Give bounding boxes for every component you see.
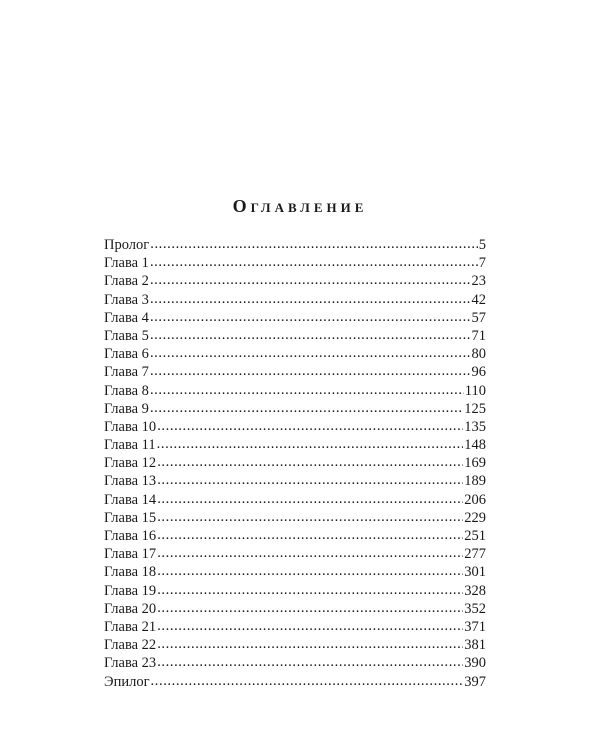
dot-leader xyxy=(157,599,463,617)
toc-entry xyxy=(104,382,486,400)
toc-entry-page-number: 277 xyxy=(464,546,486,563)
toc-entry xyxy=(104,527,486,545)
dot-leader xyxy=(157,453,463,471)
toc-entry-label: Глава 22 xyxy=(104,637,157,654)
dot-leader xyxy=(157,417,463,435)
toc-entry-page-number: 397 xyxy=(464,673,486,690)
dot-leader xyxy=(157,471,463,489)
toc-entry-label: Глава 4 xyxy=(104,309,149,326)
toc-entry-page-number: 5 xyxy=(478,237,486,253)
dot-leader xyxy=(157,526,463,544)
dot-leader xyxy=(150,399,463,417)
dot-leader xyxy=(157,635,463,653)
toc-list xyxy=(104,236,486,691)
toc-entry-page-number: 169 xyxy=(464,455,486,472)
toc-entry xyxy=(104,254,486,272)
dot-leader xyxy=(157,617,463,635)
toc-entry xyxy=(104,545,486,563)
toc-entry-label: Глава 10 xyxy=(104,418,157,435)
toc-entry xyxy=(104,491,486,509)
toc-entry xyxy=(104,418,486,436)
dot-leader xyxy=(150,253,478,271)
toc-entry-label: Глава 14 xyxy=(104,491,157,508)
toc-entry-label: Пролог xyxy=(104,237,150,253)
toc-entry xyxy=(104,636,486,654)
toc-entry-page-number: 189 xyxy=(464,473,486,490)
toc-entry-label: Глава 7 xyxy=(104,364,149,381)
toc-entry-page-number: 71 xyxy=(471,327,486,344)
toc-entry-label: Глава 15 xyxy=(104,509,157,526)
toc-entry-page-number: 96 xyxy=(471,364,486,381)
toc-entry-label: Глава 23 xyxy=(104,655,157,672)
toc-entry xyxy=(104,618,486,636)
toc-entry-page-number: 135 xyxy=(464,418,486,435)
toc-entry xyxy=(104,327,486,345)
toc-entry-label: Глава 19 xyxy=(104,582,157,599)
toc-entry-page-number: 148 xyxy=(464,437,486,454)
toc-entry-label: Глава 13 xyxy=(104,473,157,490)
toc-entry-page-number: 328 xyxy=(464,582,486,599)
toc-entry-page-number: 390 xyxy=(464,655,486,672)
toc-entry-page-number: 7 xyxy=(478,255,486,272)
dot-leader xyxy=(157,508,463,526)
toc-entry xyxy=(104,272,486,290)
toc-entry xyxy=(104,236,486,254)
toc-entry-label: Глава 17 xyxy=(104,546,157,563)
toc-entry-label: Эпилог xyxy=(104,673,150,690)
toc-entry-label: Глава 12 xyxy=(104,455,157,472)
dot-leader xyxy=(150,308,471,326)
dot-leader xyxy=(150,362,471,380)
dot-leader xyxy=(150,271,471,289)
dot-leader xyxy=(157,653,463,671)
toc-entry xyxy=(104,472,486,490)
dot-leader xyxy=(150,326,471,344)
toc-entry xyxy=(104,291,486,309)
toc-entry-label: Глава 16 xyxy=(104,528,157,544)
toc-entry xyxy=(104,345,486,363)
toc-entry-page-number: 57 xyxy=(471,309,486,326)
toc-entry-page-number: 42 xyxy=(471,291,486,308)
toc-entry xyxy=(104,309,486,327)
toc-entry-label: Глава 2 xyxy=(104,273,149,290)
dot-leader xyxy=(157,490,463,508)
dot-leader xyxy=(150,381,464,399)
dot-leader xyxy=(150,235,478,253)
toc-entry-label: Глава 20 xyxy=(104,600,157,617)
dot-leader xyxy=(151,672,464,690)
toc-entry-label: Глава 11 xyxy=(104,437,156,454)
toc-entry-page-number: 301 xyxy=(464,564,486,581)
toc-entry xyxy=(104,436,486,454)
toc-entry xyxy=(104,654,486,672)
toc-title: Оглавление xyxy=(232,196,368,216)
toc-entry-page-number: 371 xyxy=(464,618,486,635)
toc-entry-page-number: 110 xyxy=(464,382,486,399)
toc-entry-label: Глава 18 xyxy=(104,564,157,581)
toc-entry-page-number: 125 xyxy=(464,400,486,417)
toc-entry-label: Глава 5 xyxy=(104,327,149,344)
dot-leader xyxy=(157,544,463,562)
toc-entry-page-number: 352 xyxy=(464,600,486,617)
toc-entry xyxy=(104,363,486,381)
toc-entry-page-number: 251 xyxy=(464,528,486,544)
toc-entry xyxy=(104,582,486,600)
dot-leader xyxy=(150,290,471,308)
toc-entry xyxy=(104,600,486,618)
toc-entry-page-number: 206 xyxy=(464,491,486,508)
toc-entry-page-number: 80 xyxy=(471,346,486,363)
toc-entry xyxy=(104,454,486,472)
toc-entry xyxy=(104,400,486,418)
toc-entry-label: Глава 3 xyxy=(104,291,149,308)
dot-leader xyxy=(157,435,464,453)
toc-entry-label: Глава 21 xyxy=(104,618,157,635)
dot-leader xyxy=(157,562,463,580)
dot-leader xyxy=(157,581,463,599)
toc-entry xyxy=(104,673,486,691)
toc-entry-page-number: 381 xyxy=(464,637,486,654)
dot-leader xyxy=(150,344,471,362)
toc-entry-label: Глава 6 xyxy=(104,346,149,363)
toc-entry xyxy=(104,509,486,527)
toc-entry-page-number: 23 xyxy=(471,273,486,290)
toc-entry-label: Глава 8 xyxy=(104,382,149,399)
toc-entry-label: Глава 9 xyxy=(104,400,149,417)
toc-entry xyxy=(104,563,486,581)
toc-entry-page-number: 229 xyxy=(464,509,486,526)
toc-entry-label: Глава 1 xyxy=(104,255,149,272)
